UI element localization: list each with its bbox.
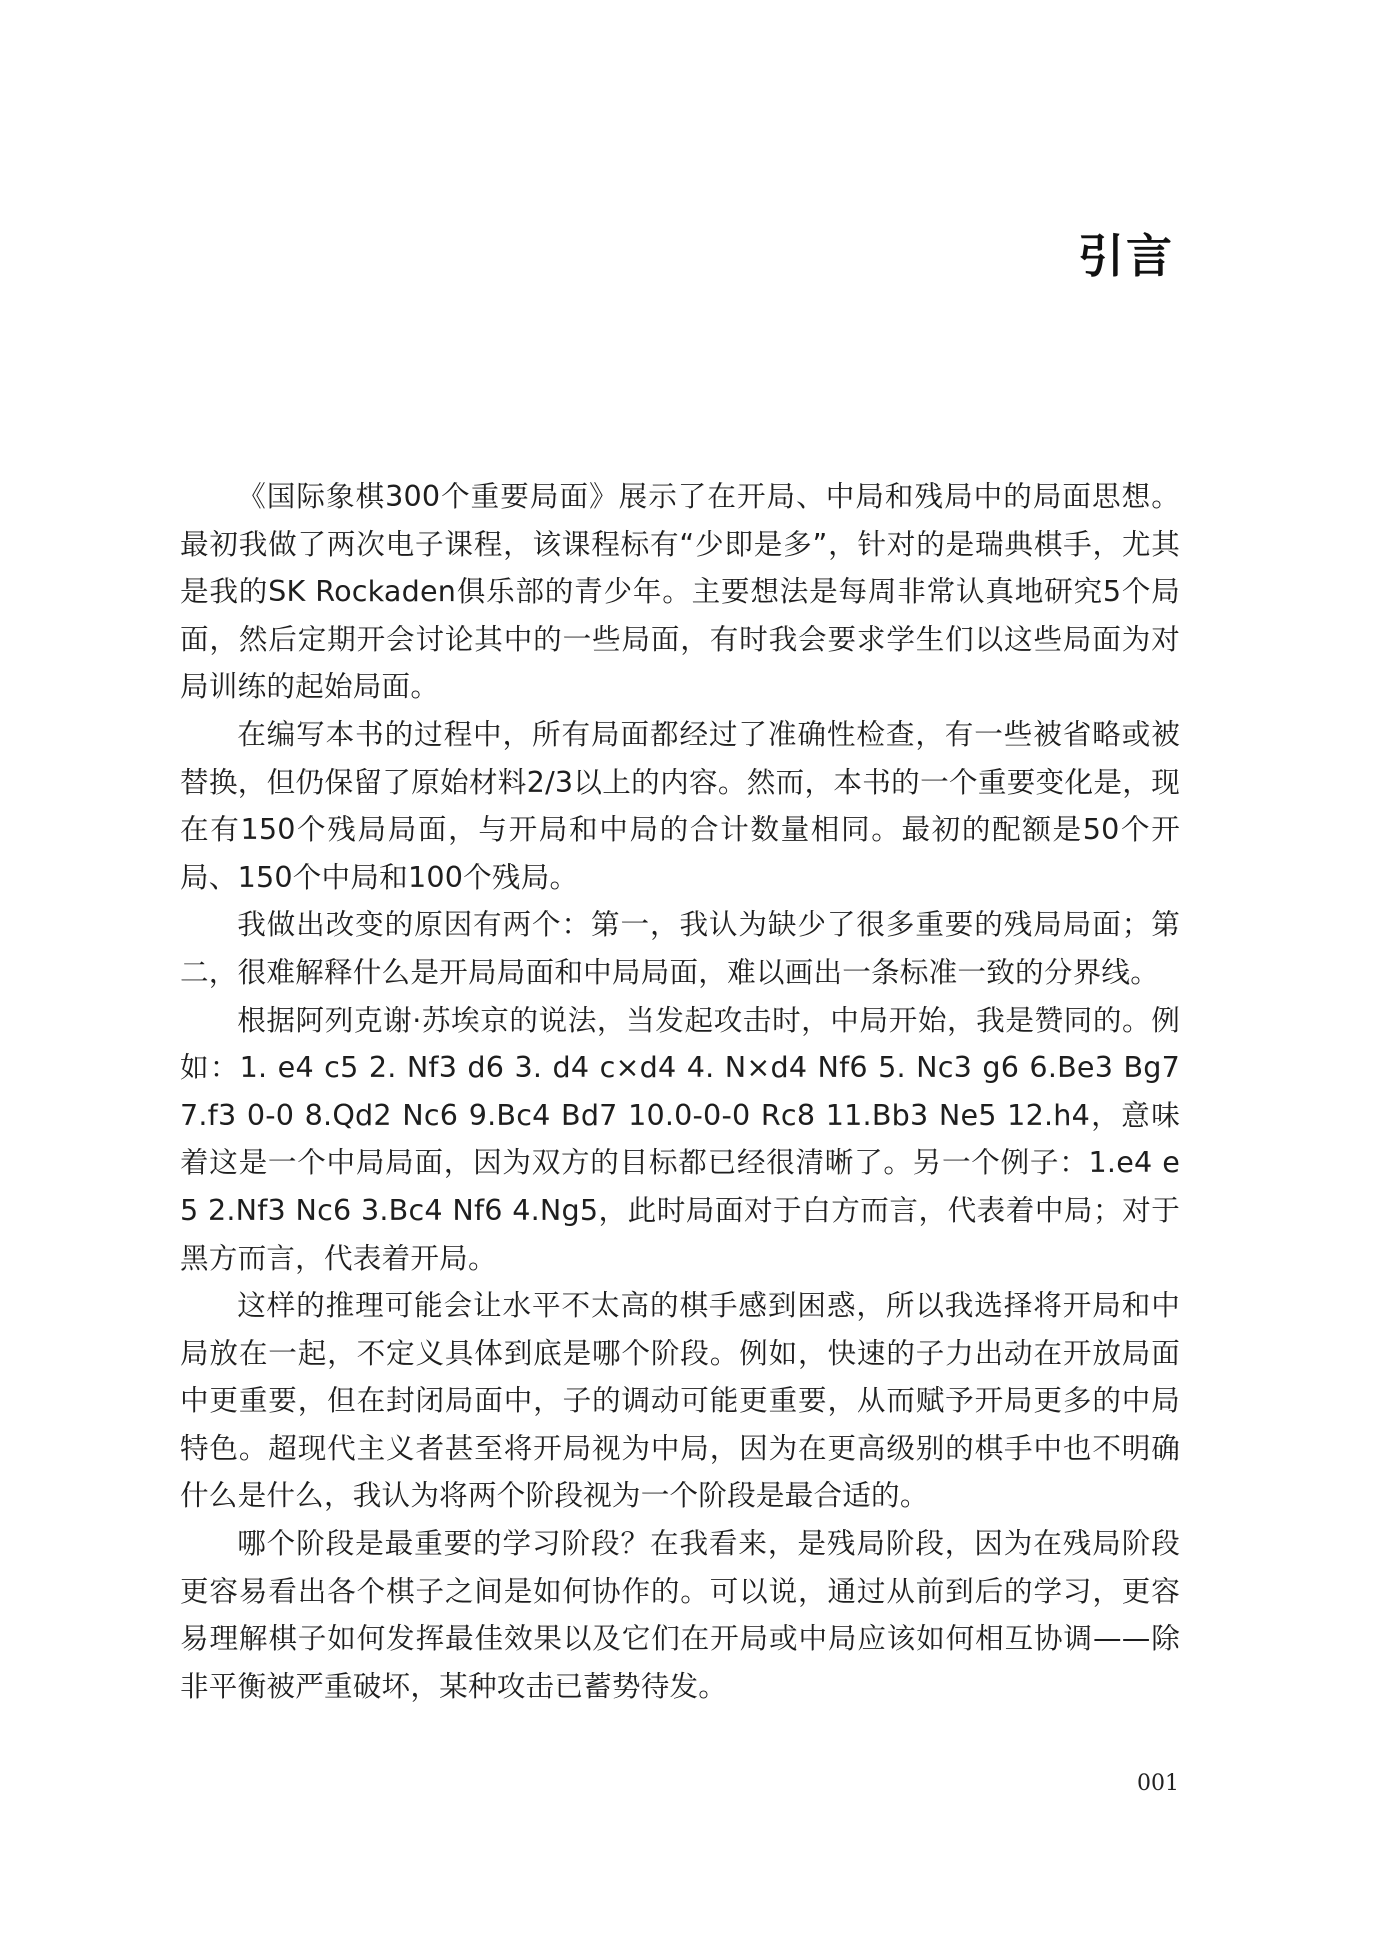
body-text xyxy=(180,473,1180,1710)
paragraph: 根据阿列克谢·苏埃京的说法，当发起攻击时，中局开始，我是赞同的。例如：1. e4 c5 2. Nf3 d6 3. d4 c×d4 4. N×d4 Nf6 5. Nc3 g6 6.Be3 Bg7 7.f3 0-0 8.Qd2 Nc6 9.Bc4 Bd7 10.0-0-0 Rc8 11.Bb3 Ne5 12.h4，意味着这是一个中局局面，因为双方的目标都已经很清晰了。另一个例子：1.e4 e5 2.Nf3 Nc6 3.Bc4 Nf6 4.Ng5，此时局面对于白方而言，代表着中局；对于黑方而言，代表着开局。 xyxy=(180,1002,1180,1275)
paragraph: 哪个阶段是最重要的学习阶段？在我看来，是残局阶段，因为在残局阶段更容易看出各个棋子之间是如何协作的。可以说，通过从前到后的学习，更容易理解棋子如何发挥最佳效果以及它们在开局或中局应该如何相互协调——除非平衡被严重破坏，某种攻击已蓄势待发。 xyxy=(180,1526,1180,1703)
paragraph: 这样的推理可能会让水平不太高的棋手感到困惑，所以我选择将开局和中局放在一起，不定义具体到底是哪个阶段。例如，快速的子力出动在开放局面中更重要，但在封闭局面中，子的调动可能更重要，从而赋予开局更多的中局特色。超现代主义者甚至将开局视为中局，因为在更高级别的棋手中也不明确什么是什么，我认为将两个阶段视为一个阶段是最合适的。 xyxy=(180,1288,1180,1513)
paragraph: 我做出改变的原因有两个：第一，我认为缺少了很多重要的残局局面；第二，很难解释什么是开局局面和中局局面，难以画出一条标准一致的分界线。 xyxy=(180,907,1180,989)
paragraph: 《国际象棋300个重要局面》展示了在开局、中局和残局中的局面思想。最初我做了两次电子课程，该课程标有“少即是多”，针对的是瑞典棋手，尤其是我的SK Rockaden俱乐部的青少年。主要想法是每周非常认真地研究5个局面，然后定期开会讨论其中的一些局面，有时我会要求学生们以这些局面为对局训练的起始局面。 xyxy=(180,479,1180,704)
paragraph: 在编写本书的过程中，所有局面都经过了准确性检查，有一些被省略或被替换，但仍保留了原始材料2/3以上的内容。然而，本书的一个重要变化是，现在有150个残局局面，与开局和中局的合计数量相同。最初的配额是50个开局、150个中局和100个残局。 xyxy=(180,716,1180,894)
page-number: 001 xyxy=(1137,1771,1179,1796)
chapter-title: 引言 xyxy=(1078,229,1174,283)
